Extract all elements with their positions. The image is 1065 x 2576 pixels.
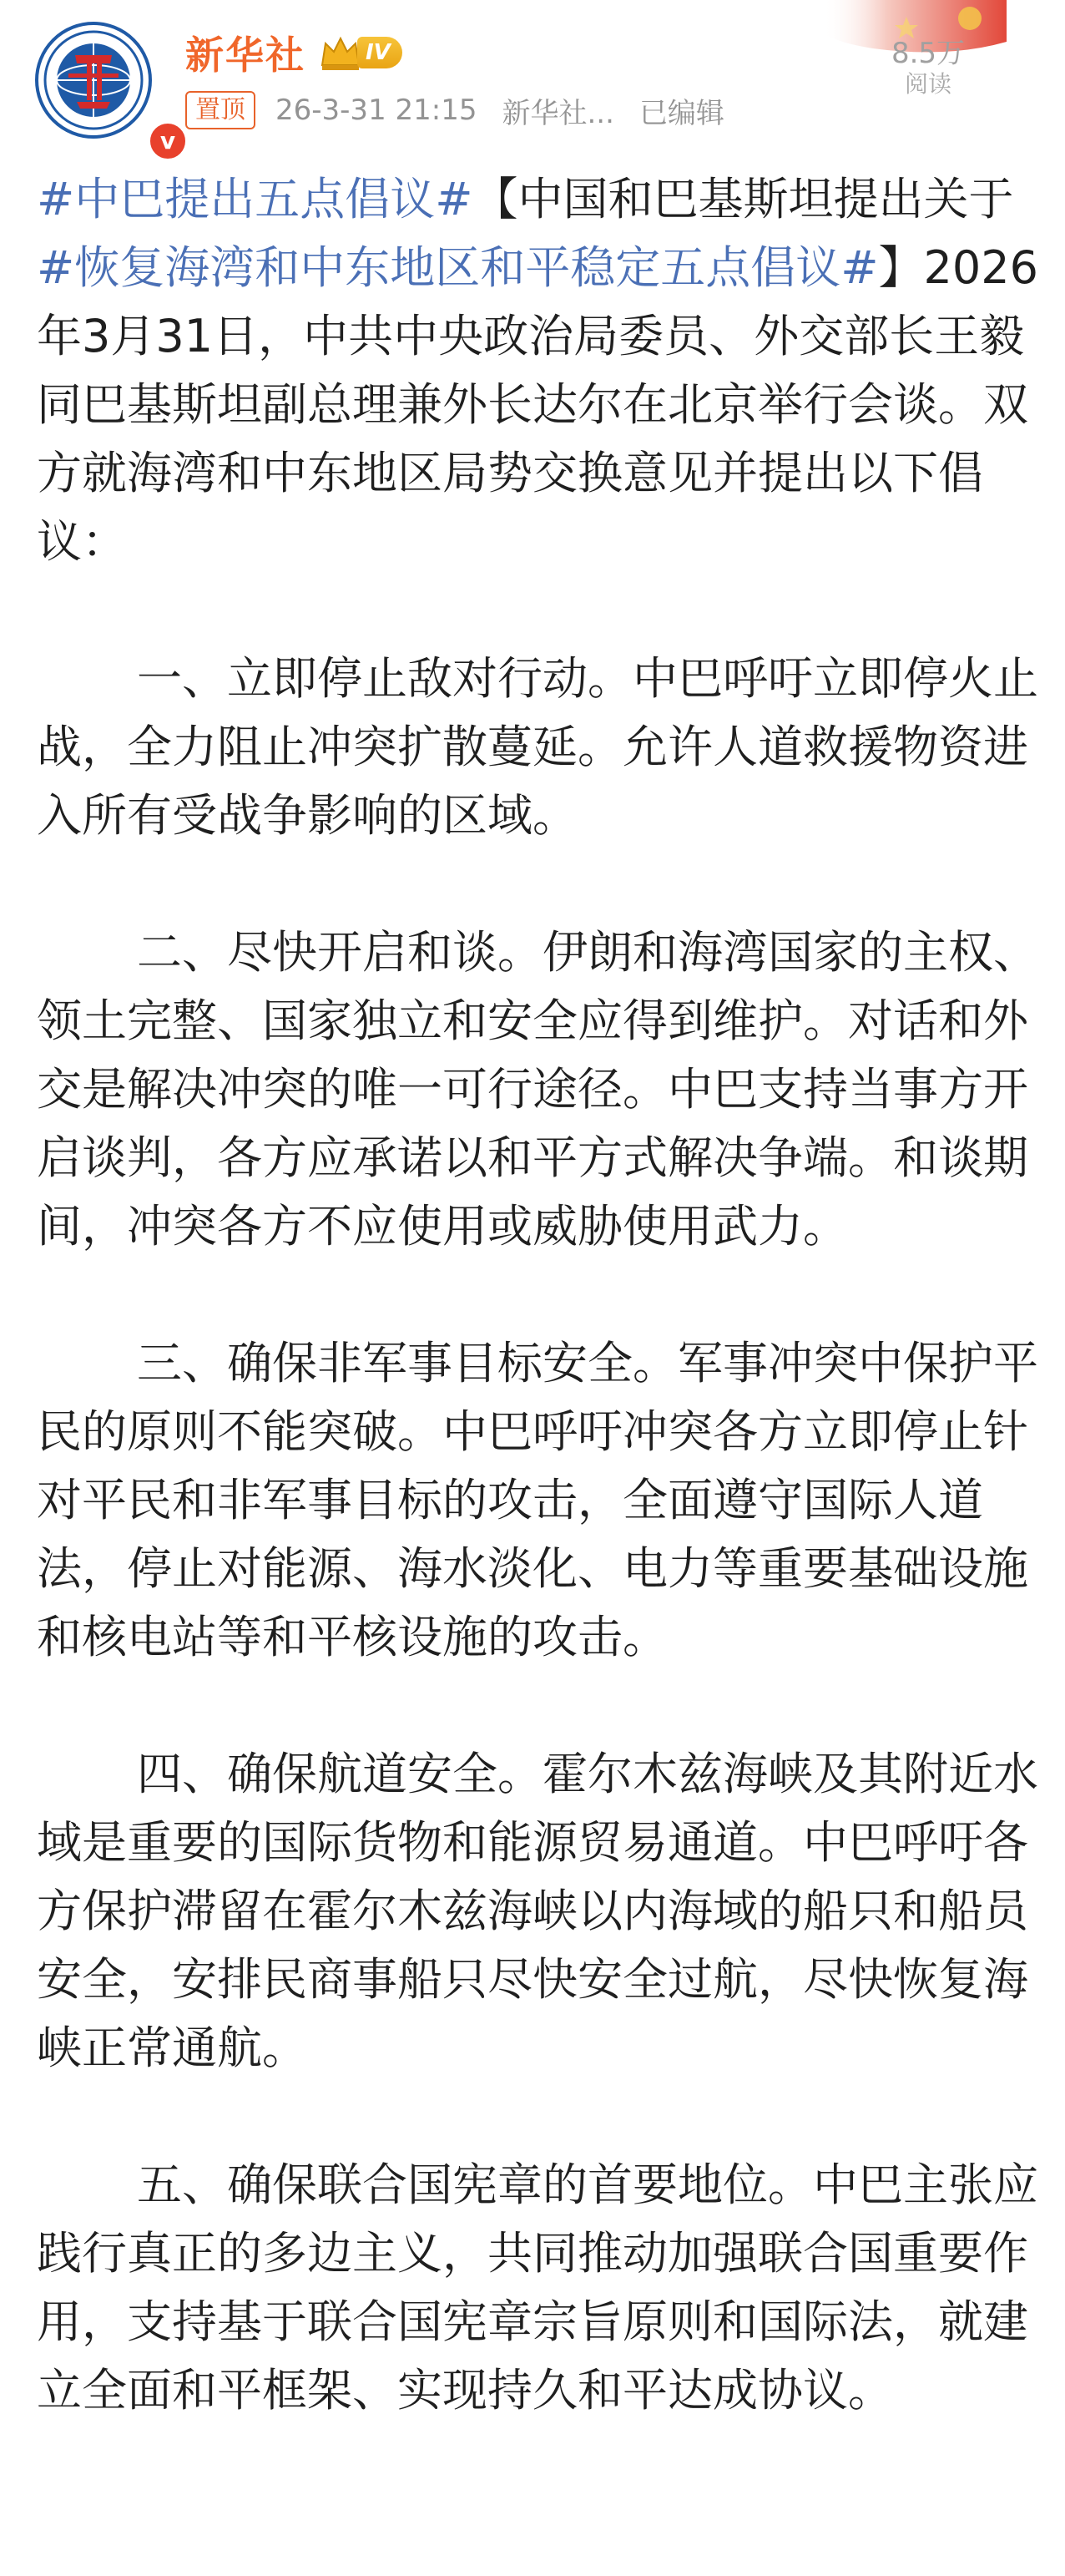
read-count: 8.5万 [891, 37, 966, 70]
paragraph-gap [37, 850, 1038, 919]
hashtag-link[interactable]: #中巴提出五点倡议# [37, 173, 473, 225]
intro-paragraph [37, 165, 1038, 576]
verified-badge-icon: v [147, 120, 189, 162]
point-paragraph: 四、确保航道安全。霍尔木兹海峡及其附近水域是重要的国际货物和能源贸易通道。中巴呼吁各方保护滞留在霍尔木兹海峡以内海域的船只和船员安全，安排民商事船只尽快安全过航，尽快恢复海峡正常通航。 [37, 1748, 1038, 2074]
pinned-tag: 置顶 [185, 91, 255, 129]
meta-row [185, 90, 724, 130]
paragraph-gap [37, 1672, 1038, 1740]
edited-label[interactable]: 已编辑 [638, 96, 724, 130]
read-count-box [870, 37, 987, 99]
point-paragraph: 三、确保非军事目标安全。军事冲突中保护平民的原则不能突破。中巴呼吁冲突各方立即停止针对平民和非军事目标的攻击，全面遵守国际人道法，停止对能源、海水淡化、电力等重要基础设施和核电站等和平核设施的攻击。 [37, 1337, 1038, 1663]
paragraph-gap [37, 576, 1038, 645]
point-paragraph: 二、尽快开启和谈。伊朗和海湾国家的主权、领土完整、国家独立和安全应得到维护。对话和外交是解决冲突的唯一可行途径。中巴支持当事方开启谈判，各方应承诺以和平方式解决争端。和谈期间，冲突各方不应使用或威胁使用武力。 [37, 926, 1038, 1253]
account-name[interactable]: 新华社 [185, 33, 305, 78]
avatar[interactable] [35, 22, 176, 154]
point-paragraph: 一、立即停止敌对行动。中巴呼吁立即停火止战，全力阻止冲突扩散蔓延。允许人道救援物资进入所有受战争影响的区域。 [37, 652, 1038, 842]
read-label: 阅读 [904, 70, 951, 98]
post-source[interactable]: 新华社... [502, 96, 614, 130]
level-label: IV [357, 37, 402, 68]
name-row [185, 23, 402, 82]
point-paragraph: 五、确保联合国宪章的首要地位。中巴主张应践行真正的多边主义，共同推动加强联合国重要作用，支持基于联合国宪章宗旨原则和国际法，就建立全面和平框架、实现持久和平达成协议。 [37, 2158, 1038, 2417]
crown-icon [319, 33, 362, 72]
paragraph-gap [37, 1261, 1038, 1329]
intro-text: 】2026年3月31日，中共中央政治局委员、外交部长王毅同巴基斯坦副总理兼外长达尔在北京举行会谈。双方就海湾和中东地区局势交换意见并提出以下倡议： [37, 241, 1038, 568]
paragraph-gap [37, 2083, 1038, 2151]
post-content [37, 165, 1038, 2425]
level-badge[interactable] [319, 33, 402, 72]
hashtag-link[interactable]: #恢复海湾和中东地区和平稳定五点倡议# [37, 241, 879, 294]
intro-text: 【中国和巴基斯坦提出关于 [472, 173, 1014, 225]
post-header [0, 0, 1065, 154]
xinhua-logo-icon [35, 22, 152, 139]
post-timestamp: 26-3-31 21:15 [275, 94, 477, 127]
